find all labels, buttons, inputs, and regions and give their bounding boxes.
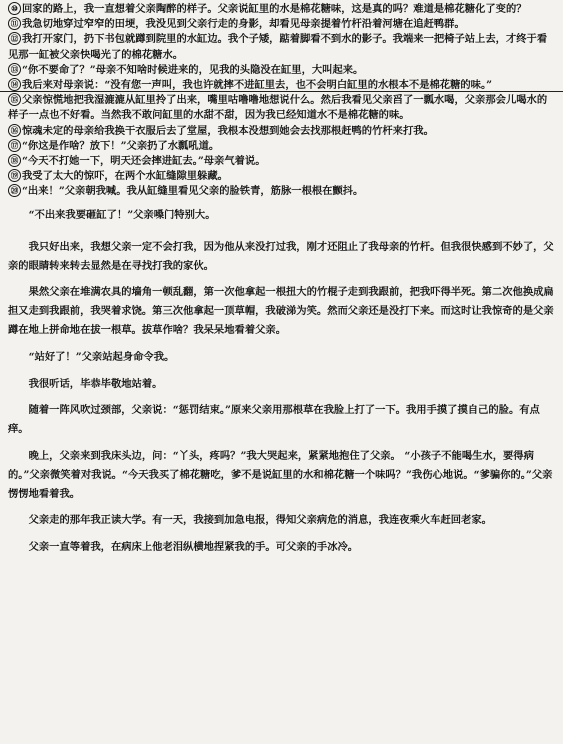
story-text [8,2,556,557]
paragraph-text: 回家的路上，我一直想着父亲陶醉的样子。父亲说缸里的水是棉花糖味，这是真的吗？难道是棉花糖化了变的？ [22,3,527,15]
paragraph-number: ⑮ [8,93,21,106]
paragraph: 随着一阵风吹过颈部，父亲说：“惩罚结束。”原来父亲用那根草在我脸上打了一下。我用手摸了摸自己的脸。有点痒。 [8,404,540,436]
paragraph: “站好了！”父亲站起身命令我。 [28,350,175,363]
dialogue-line: “不出来我要砸缸了！”父亲嗓门特别大。 [28,208,216,221]
numbered-paragraph-10 [8,2,556,17]
paragraph-text: “出来！”父亲朝我喊。我从缸缝里看见父亲的脸铁青，筋脉一根根在颤抖。 [22,185,364,198]
paragraph-number: ⑫ [8,32,21,45]
paragraph-number: ⑱ [8,154,21,167]
paragraph: 父亲走的那年我正读大学。有一天，我接到加急电报，得知父亲病危的消息，我连夜乘火车赶回老家。 [28,514,492,527]
paragraph-text: “你这是作啥？放下！”父亲扔了水瓢吼道。 [22,139,220,152]
paragraph: 父亲一直等着我，在病床上他老泪纵横地捏紧我的手。可父亲的手冰冷。 [28,541,359,554]
paragraph-number: ⑰ [8,139,21,152]
numbered-paragraph-13 [8,63,556,78]
numbered-paragraph-11 [8,17,556,32]
paragraph-number: ⑭ [8,78,21,91]
numbered-paragraph-15 [8,93,556,123]
paragraph-text: 惊魂未定的母亲给我换干衣服后去了堂屋，我根本没想到她会去找那根赶鸭的竹杆来打我。 [22,124,434,137]
paragraph-text: 父亲惊慌地把我湿漉漉从缸里拎了出来，嘴里咕噜噜地想说什么。然后我看见父亲舀了一瓢水喝，父亲那会儿喝水的样子一点也不好看。当然我不敢问缸里的水甜不甜，因为我已经知道水不是棉花糖的味。 [8,94,548,122]
numbered-paragraph-17 [8,139,556,154]
paragraph: 晚上，父亲来到我床头边，问：“丫头，疼吗？”我大哭起来，紧紧地抱住了父亲。 “小孩子不能喝生水，要得病的。”父亲微笑着对我说。“今天我买了棉花糖吃，爹不是说缸里的水和棉花糖一个味吗？”我伤心地说。“爹骗你的。”父亲愣愣地看着我。 [8,450,553,500]
paragraph-number: ⑪ [8,17,21,30]
numbered-paragraph-12 [8,32,556,62]
paragraph-text: 我受了太大的惊吓，在两个水缸缝隙里躲藏。 [22,170,228,183]
paragraph-number: ⑩ [8,2,21,15]
paragraph-text: “你不要命了？”母亲不知啥时候进来的，见我的头隐没在缸里，大叫起来。 [22,63,364,76]
numbered-paragraph-14 [8,78,556,93]
continued-story [8,238,556,557]
numbered-paragraph-19 [8,169,556,184]
paragraph-number: ⑳ [8,184,21,197]
numbered-paragraph-20 [8,184,556,199]
paragraph-number: ⑬ [8,63,21,76]
paragraph: 果然父亲在堆满农具的墙角一顿乱翻，第一次他拿起一根扭大的竹棍子走到我跟前，把我吓得半死。第二次他换成扁担又走到我跟前，我哭着求饶。第三次他拿起一顶草帽，我破涕为笑。然而父亲还是没打下来。而这时让我惊奇的是父亲蹲在地上拼命地在拔一根草。拔草作啥？我呆呆地看着父亲。 [8,286,554,337]
paragraph-text: 我后来对母亲说：“没有您一声叫，我也许就摔不进缸里去，也不会明白缸里的水根本不是棉花糖的味。” [22,79,493,92]
paragraph-number: ⑲ [8,169,21,182]
paragraph-text: 我急切地穿过窄窄的田埂，我没见到父亲行走的身影，却看见母亲提着竹杆沿着河塘在追赶鸭群。 [22,18,465,31]
numbered-paragraph-18 [8,154,556,169]
paragraph: 我很听话，毕恭毕敬地站着。 [28,377,163,390]
paragraph: 我只好出来，我想父亲一定不会打我，因为他从来没打过我，刚才还阻止了我母亲的竹杆。但我很快感到不妙了，父亲的眼睛转来转去显然是在寻找打我的家伙。 [8,240,554,272]
paragraph-text: 我打开家门，扔下书包就蹲到院里的水缸边。我个子矮，踮着脚看不到水的影子。我端来一把椅子站上去，才终于看见那一缸被父亲快喝光了的棉花糖水。 [8,33,548,61]
paragraph-number: ⑯ [8,124,21,137]
numbered-paragraph-16 [8,124,556,139]
paragraph-text: “今天不打她一下，明天还会摔进缸去。”母亲气着说。 [22,155,266,168]
